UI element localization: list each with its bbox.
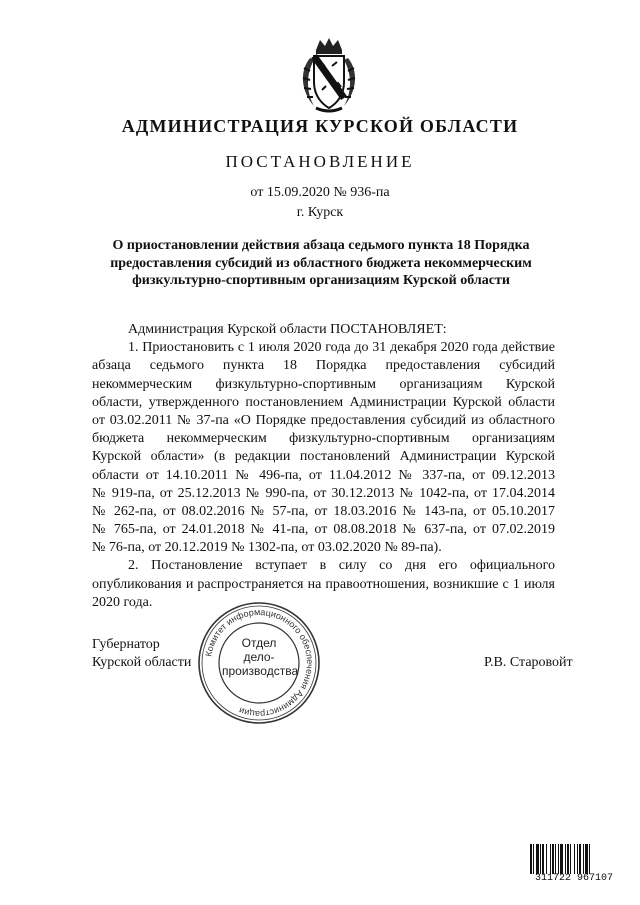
paragraph-line: от 03.02.2011 № 37-па «О Порядке предоставления субсидий из областного (92, 412, 555, 428)
barcode-bar (589, 844, 590, 874)
stamp-inner-line: дело- (243, 650, 275, 664)
paragraph-line: области, утвержденного постановлением Администрации Курской области (92, 394, 555, 410)
paragraph-line: № 76-па, от 20.12.2019 № 1302-па, от 03.02.2020 № 89-па). (92, 540, 442, 556)
barcode-bar (552, 844, 554, 874)
signatory-position-line: Губернатор (92, 637, 160, 652)
barcode-bar (560, 844, 563, 874)
barcode-bar (536, 844, 539, 874)
barcode-icon (530, 844, 618, 874)
stamp-inner-text (222, 636, 299, 678)
barcode-number: 311722 967107 (534, 873, 613, 884)
signatory-position-line: Курской области (92, 655, 192, 671)
barcode-bar (565, 844, 566, 874)
paragraph-line: Курской области» (в редакции постановлений Администрации Курской (92, 449, 555, 465)
barcode-bar (533, 844, 534, 874)
barcode-bar (546, 844, 547, 874)
paragraph-line: № 765-па, от 24.01.2018 № 41-па, от 08.08.2018 № 637-па, от 07.02.2019 (92, 522, 555, 538)
paragraph-2 (92, 557, 555, 612)
barcode-bar (577, 844, 578, 874)
paragraph-line: 2020 года. (92, 594, 153, 610)
barcode-bar (558, 844, 559, 874)
barcode-bar (555, 844, 556, 874)
paragraph-line: бюджета некоммерческим физкультурно-спортивным организациям (92, 431, 555, 447)
paragraph-line: 2. Постановление вступает в силу со дня его официального (128, 558, 555, 574)
paragraph-line: абзаца седьмого пункта 18 Порядка предоставления субсидий (92, 358, 555, 374)
barcode-bar (579, 844, 581, 874)
paragraph-1 (92, 339, 555, 557)
barcode-bar (540, 844, 541, 874)
document-type: ПОСТАНОВЛЕНИЕ (225, 152, 415, 171)
paragraph-line: № 919-па, от 25.12.2013 № 990-па, от 30.12.2013 № 1042-па, от 17.04.2014 (92, 485, 555, 501)
document-date-number: от 15.09.2020 № 936-па (250, 185, 390, 200)
title-line: предоставления субсидий из областного бюджета некоммерческим (110, 255, 532, 271)
organization-name: АДМИНИСТРАЦИЯ КУРСКОЙ ОБЛАСТИ (121, 116, 519, 136)
kursk-region-coat-of-arms-icon (296, 36, 362, 114)
title-line: О приостановлении действия абзаца седьмого пункта 18 Порядка (112, 238, 530, 253)
stamp-inner-line: производства (222, 664, 299, 678)
paragraph-line: области от 14.10.2011 № 496-па, от 11.04.2012 № 337-па, от 09.12.2013 (92, 467, 555, 483)
barcode-bar (570, 844, 571, 874)
barcode-bar (530, 844, 532, 874)
paragraph-line: некоммерческим физкультурно-спортивным организациям Курской (92, 376, 555, 392)
stamp-ring-text: Комитет информационного обеспечения Администрации (203, 606, 316, 720)
document-body (92, 321, 555, 612)
signatory-position (92, 636, 191, 672)
document-city: г. Курск (296, 205, 344, 220)
title-line: физкультурно-спортивным организациям Курской области (132, 273, 510, 288)
barcode-bar (574, 844, 575, 874)
document-title (95, 237, 547, 290)
stamp-inner-line: Отдел (241, 636, 277, 650)
paragraph-line: опубликования и распространяется на правоотношения, возникшие с 1 июля (92, 576, 555, 592)
paragraph-line: 1. Приостановить с 1 июля 2020 года до 31 декабря 2020 года действие (128, 340, 555, 356)
resolution-intro: Администрация Курской области ПОСТАНОВЛЯЕТ: (128, 322, 447, 337)
barcode-bar (585, 844, 588, 874)
barcode-bar (583, 844, 584, 874)
barcode-bar (567, 844, 569, 874)
paragraph-line: № 262-па, от 08.02.2016 № 57-па, от 18.03.2016 № 143-па, от 05.10.2017 (92, 503, 555, 519)
barcode-bar (550, 844, 551, 874)
signatory-name: Р.В. Старовойт (484, 655, 573, 670)
barcode-bar (542, 844, 544, 874)
